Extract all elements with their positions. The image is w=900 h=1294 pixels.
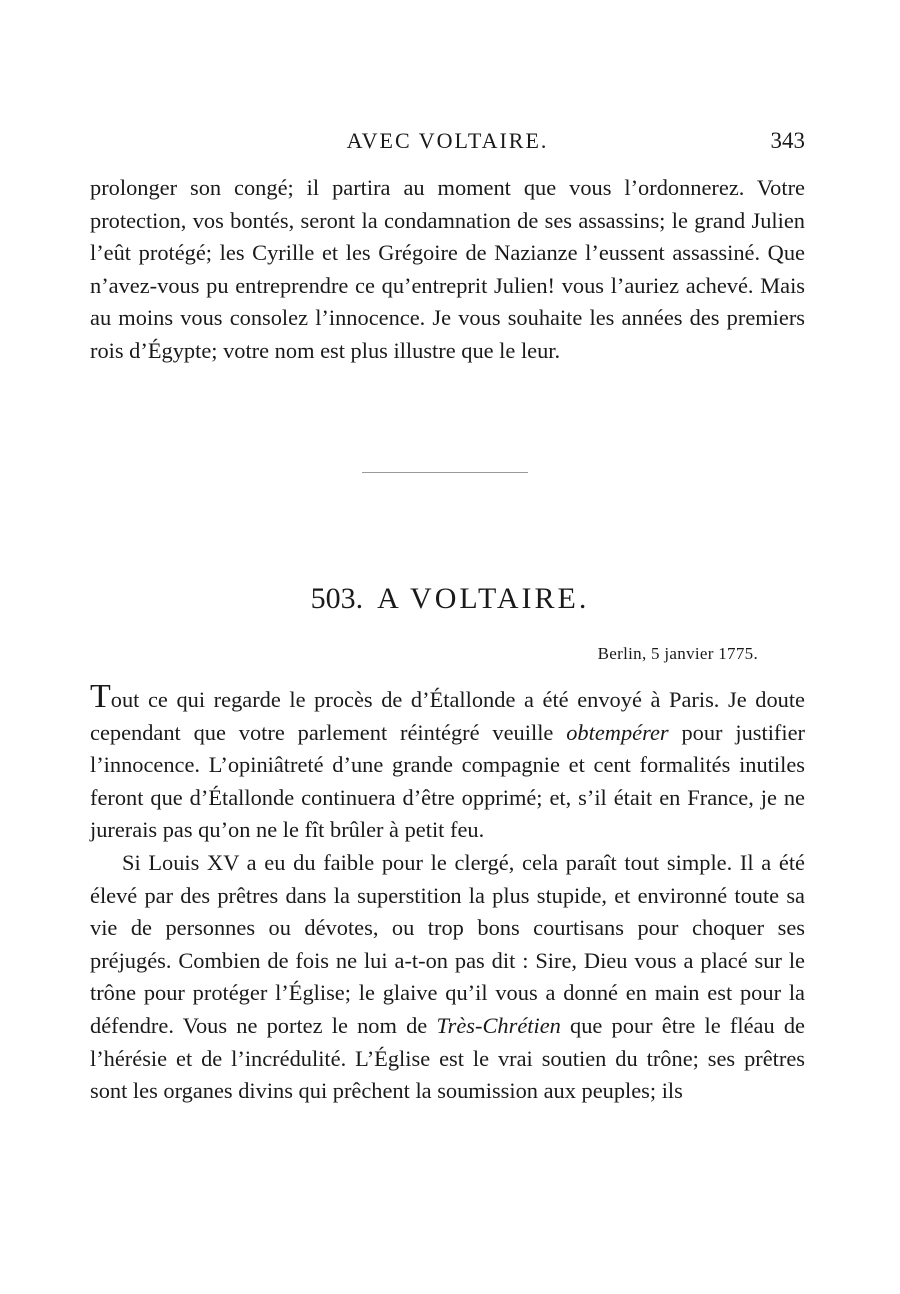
dateline: Berlin, 5 janvier 1775.: [597, 644, 758, 663]
letter-number: 503.: [310, 582, 364, 615]
continued-text: [90, 172, 805, 368]
paragraph-1-text-a: out ce qui regarde le procès de d’Étallonde a été envoyé à Paris. Je doute cependant que votre parlement réintégré veuille: [90, 687, 805, 745]
letter-title: A VOLTAIRE.: [377, 582, 590, 615]
drop-cap: T: [90, 678, 111, 715]
paragraph-2-text-b: que pour être le fléau de l’hérésie et de l’incrédulité. L’Église est le vrai soutien du trône; ses prêtres sont les organes divins qui prêchent la soumission aux peuples; ils: [90, 1012, 805, 1104]
running-head: [90, 128, 805, 162]
running-head-title: AVEC VOLTAIRE.: [346, 128, 549, 153]
letter-heading: [0, 582, 900, 616]
page-number: 343: [770, 128, 805, 153]
italic-tres-chretien: Très-Chrétien: [436, 1012, 561, 1038]
letter-body: [90, 678, 805, 1108]
letter-paragraph-2: [90, 847, 805, 1108]
section-divider: [362, 472, 528, 473]
italic-word-obtemperer: obtempérer: [566, 719, 669, 745]
continued-paragraph: prolonger son congé; il partira au moment que vous l’ordonnerez. Votre protection, vos bontés, seront la condamnation de ses assassins; le grand Julien l’eût protégé; les Cyrille et les Grégoire de Nazianze l’eussent assassiné. Que n’avez-vous pu entreprendre ce qu’entreprit Julien! vous l’auriez achevé. Mais au moins vous consolez l’innocence. Je vous souhaite les années des premiers rois d’Égypte; votre nom est plus illustre que le leur.: [90, 175, 805, 363]
paragraph-2-text-a: Si Louis XV a eu du faible pour le clergé, cela paraît tout simple. Il a été élevé par des prêtres dans la superstition la plus stupide, et environné toute sa vie de personnes ou dévotes, ou trop bons courtisans pour choquer ses préjugés. Combien de fois ne lui a-t-on pas dit : Sire, Dieu vous a placé sur le trône pour protéger l’Église; le glaive qu’il vous a donné en main est pour la défendre. Vous ne portez le nom de: [90, 849, 805, 1038]
paragraph-1-text-b: pour justifier l’innocence. L’opiniâtreté d’une grande compagnie et cent formalités inutiles feront que d’Étallonde continuera d’être opprimé; et, s’il était en France, je ne jurerais pas qu’on ne le fît brûler à petit feu.: [90, 719, 805, 843]
letter-paragraph-1: [90, 678, 805, 847]
